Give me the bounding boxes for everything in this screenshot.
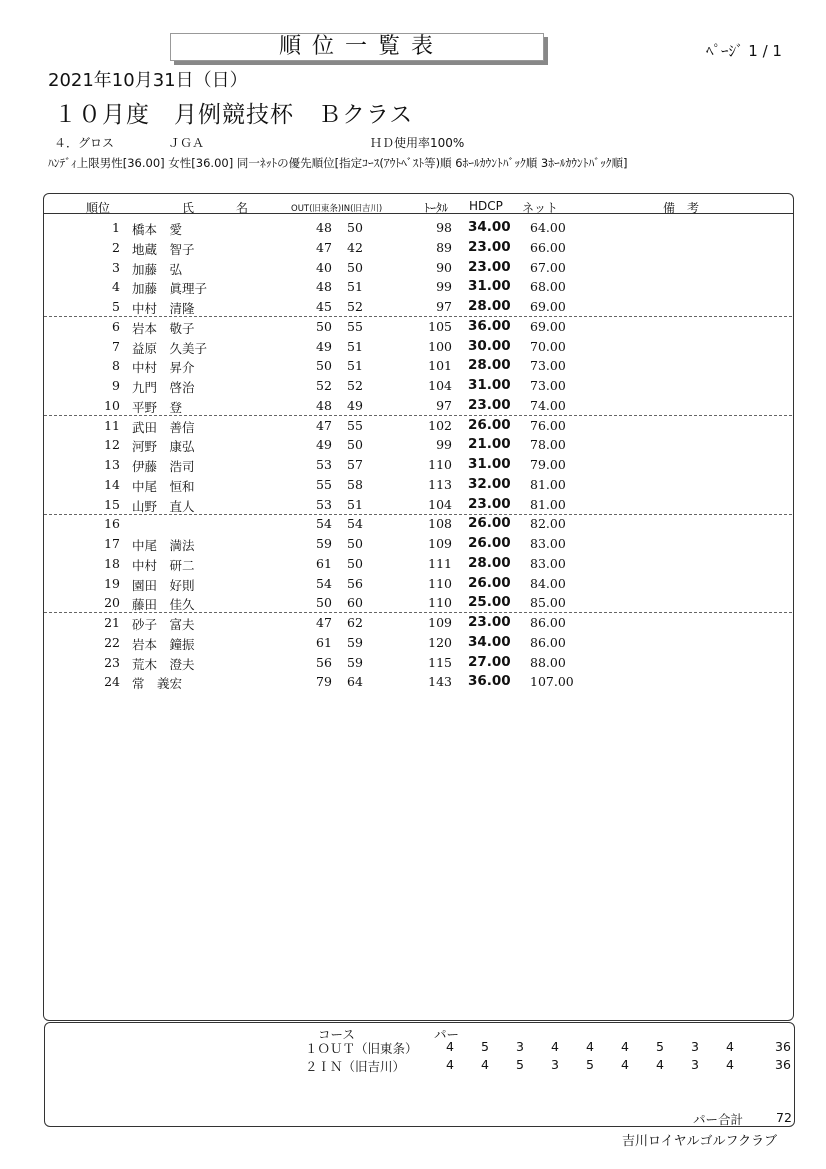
table-row [44, 612, 792, 632]
rank-cell: 24 [104, 674, 120, 690]
table-row [44, 652, 792, 672]
table-row [44, 573, 792, 593]
net-cell: 69.00 [530, 318, 566, 334]
table-row [44, 533, 792, 553]
name-cell: 中村 清隆 [132, 301, 195, 316]
in-score-cell: 51 [347, 279, 363, 295]
rank-cell: 2 [112, 239, 120, 255]
page-title: 順 位 一 覧 表 [170, 33, 544, 61]
name-cell: 九門 啓治 [132, 380, 195, 395]
in-score-cell: 50 [347, 555, 363, 571]
net-cell: 86.00 [530, 615, 566, 630]
net-cell: 64.00 [530, 220, 566, 235]
total-cell: 102 [428, 417, 452, 433]
name-cell: 岩本 敬子 [132, 320, 195, 336]
net-cell: 85.00 [530, 595, 566, 611]
total-cell: 98 [436, 220, 452, 235]
in-score-cell: 57 [347, 457, 363, 472]
rank-cell: 16 [104, 516, 120, 532]
col-remarks: 備 考 [663, 201, 700, 215]
rank-cell: 13 [104, 457, 120, 472]
rank-cell: 9 [112, 378, 120, 393]
rank-cell: 19 [104, 575, 120, 591]
name-cell: 岩本 鐘振 [132, 636, 195, 652]
hdcp-cell: 27.00 [468, 653, 511, 670]
hdcp-cell: 30.00 [468, 337, 511, 354]
total-cell: 97 [436, 397, 452, 413]
total-cell: 110 [428, 595, 452, 611]
hdcp-cell: 23.00 [468, 614, 511, 630]
table-row [44, 513, 792, 533]
rank-cell: 15 [104, 496, 120, 512]
col-total: ﾄｰﾀﾙ [424, 201, 449, 215]
net-cell: 83.00 [530, 536, 566, 551]
in-score-cell: 52 [347, 299, 363, 314]
par-course-label: コース [318, 1027, 355, 1042]
total-cell: 89 [436, 239, 452, 255]
out-score-cell: 47 [316, 615, 332, 630]
name-cell: 藤田 佳久 [132, 597, 195, 613]
header-divider [44, 213, 793, 214]
out-score-cell: 49 [316, 338, 332, 354]
out-score-cell: 61 [316, 634, 332, 650]
par-total-label: パー合計 [693, 1112, 744, 1127]
out-score-cell: 54 [316, 575, 332, 591]
net-cell: 107.00 [530, 674, 574, 690]
total-cell: 99 [436, 279, 452, 295]
in-score-cell: 50 [347, 536, 363, 551]
out-score-cell: 49 [316, 437, 332, 453]
name-cell: 山野 直人 [132, 498, 195, 514]
in-score-cell: 55 [347, 417, 363, 433]
table-row [44, 632, 792, 652]
name-cell: 加藤 弘 [132, 261, 183, 277]
total-cell: 90 [436, 259, 452, 275]
table-row [44, 395, 792, 416]
net-cell: 73.00 [530, 358, 566, 374]
association: ＪＧＡ [168, 136, 205, 150]
name-cell: 中尾 恒和 [132, 478, 195, 494]
hdcp-cell: 26.00 [468, 416, 511, 433]
out-score-cell: 50 [316, 358, 332, 374]
net-cell: 68.00 [530, 279, 566, 295]
in-score-cell: 58 [347, 476, 363, 492]
total-cell: 143 [428, 674, 452, 690]
total-cell: 120 [428, 634, 452, 650]
rank-cell: 12 [104, 437, 120, 453]
par-hole-value: 4 [726, 1039, 734, 1054]
par-hole-value: 4 [481, 1057, 489, 1072]
out-score-cell: 53 [316, 457, 332, 472]
rank-cell: 5 [112, 299, 120, 314]
table-row [44, 257, 792, 277]
table-row [44, 553, 792, 573]
net-cell: 73.00 [530, 378, 566, 393]
out-score-cell: 56 [316, 654, 332, 670]
par-hole-value: 4 [551, 1039, 559, 1054]
in-score-cell: 64 [347, 674, 363, 690]
hdcp-cell: 36.00 [468, 317, 511, 334]
in-score-cell: 52 [347, 378, 363, 393]
total-cell: 109 [428, 536, 452, 551]
par-hole-value: 4 [446, 1039, 454, 1054]
hdcp-cell: 25.00 [468, 594, 511, 611]
par-hole-value: 3 [691, 1039, 699, 1054]
hdcp-cell: 34.00 [468, 633, 511, 650]
in-score-cell: 62 [347, 615, 363, 630]
out-score-cell: 50 [316, 595, 332, 611]
table-row [44, 355, 792, 375]
out-score-cell: 54 [316, 516, 332, 532]
out-score-cell: 59 [316, 536, 332, 551]
in-score-cell: 51 [347, 496, 363, 512]
hdcp-cell: 31.00 [468, 278, 511, 295]
table-row [44, 375, 792, 395]
hdcp-cell: 23.00 [468, 396, 511, 413]
out-score-cell: 79 [316, 674, 332, 690]
event-title: １０月度 月例競技杯 Ｂクラス [54, 102, 414, 128]
rank-cell: 7 [112, 338, 120, 354]
total-cell: 113 [428, 476, 452, 492]
par-hole-value: 4 [621, 1039, 629, 1054]
col-hdcp: HDCP [469, 199, 503, 213]
par-hole-value: 3 [691, 1057, 699, 1072]
name-cell: 平野 登 [132, 399, 183, 415]
hdcp-cell: 21.00 [468, 436, 511, 453]
table-row [44, 474, 792, 494]
out-score-cell: 61 [316, 555, 332, 571]
par-total-value: 72 [776, 1110, 792, 1125]
in-score-cell: 51 [347, 358, 363, 374]
par-hole-value: 3 [516, 1039, 524, 1054]
out-score-cell: 50 [316, 318, 332, 334]
hdcp-cell: 36.00 [468, 673, 511, 690]
in-score-cell: 55 [347, 318, 363, 334]
table-row [44, 336, 792, 356]
net-cell: 79.00 [530, 457, 566, 472]
par-hole-value: 4 [656, 1057, 664, 1072]
table-row [44, 237, 792, 257]
table-row [44, 592, 792, 613]
par-hole-value: 4 [726, 1057, 734, 1072]
out-score-cell: 47 [316, 417, 332, 433]
net-cell: 81.00 [530, 476, 566, 492]
par-course-total: 36 [775, 1039, 791, 1054]
hdcp-cell: 23.00 [468, 495, 511, 512]
hdcp-cell: 31.00 [468, 377, 511, 393]
col-name-given: 名 [236, 201, 249, 215]
net-cell: 70.00 [530, 338, 566, 354]
in-score-cell: 56 [347, 575, 363, 591]
total-cell: 109 [428, 615, 452, 630]
in-score-cell: 60 [347, 595, 363, 611]
out-score-cell: 47 [316, 239, 332, 255]
rank-cell: 10 [104, 397, 120, 413]
rank-cell: 17 [104, 536, 120, 551]
rank-cell: 21 [104, 615, 120, 630]
in-score-cell: 50 [347, 259, 363, 275]
in-score-cell: 42 [347, 239, 363, 255]
hdcp-cell: 26.00 [468, 515, 511, 532]
name-cell: 砂子 富夫 [132, 617, 195, 632]
par-course-name: ２ＩＮ（旧吉川） [305, 1059, 406, 1074]
total-cell: 110 [428, 575, 452, 591]
par-hole-value: 3 [551, 1057, 559, 1072]
in-score-cell: 50 [347, 220, 363, 235]
rank-cell: 22 [104, 634, 120, 650]
name-cell: 地蔵 智子 [132, 241, 195, 257]
out-score-cell: 48 [316, 279, 332, 295]
par-label: パー [434, 1027, 460, 1042]
net-cell: 78.00 [530, 437, 566, 453]
table-row [44, 434, 792, 454]
name-cell: 河野 康弘 [132, 439, 195, 455]
total-cell: 104 [428, 378, 452, 393]
par-hole-value: 5 [516, 1057, 524, 1072]
hdcp-cell: 26.00 [468, 574, 511, 591]
table-row [44, 454, 792, 474]
par-hole-value: 4 [446, 1057, 454, 1072]
net-cell: 86.00 [530, 634, 566, 650]
rank-cell: 6 [112, 318, 120, 334]
net-cell: 82.00 [530, 516, 566, 532]
name-cell: 園田 好則 [132, 577, 195, 593]
hd-rate: ＨＤ使用率100% [370, 136, 465, 150]
net-cell: 84.00 [530, 575, 566, 591]
net-cell: 81.00 [530, 496, 566, 512]
out-score-cell: 53 [316, 496, 332, 512]
name-cell: 中村 昇介 [132, 360, 195, 376]
rank-cell: 23 [104, 654, 120, 670]
hdcp-cell: 26.00 [468, 535, 511, 551]
name-cell: 中尾 満法 [132, 538, 195, 553]
out-score-cell: 48 [316, 397, 332, 413]
par-hole-value: 5 [656, 1039, 664, 1054]
rank-cell: 3 [112, 259, 120, 275]
in-score-cell: 54 [347, 516, 363, 532]
par-hole-value: 5 [481, 1039, 489, 1054]
table-row [44, 316, 792, 336]
out-score-cell: 52 [316, 378, 332, 393]
par-hole-value: 4 [621, 1057, 629, 1072]
name-cell: 常 義宏 [132, 676, 183, 692]
out-score-cell: 48 [316, 220, 332, 235]
hdcp-cell: 23.00 [468, 238, 511, 255]
name-cell: 荒木 澄夫 [132, 656, 195, 672]
name-cell: 橋本 愛 [132, 222, 183, 237]
in-score-cell: 49 [347, 397, 363, 413]
total-cell: 100 [428, 338, 452, 354]
rank-cell: 20 [104, 595, 120, 611]
table-row [44, 217, 792, 237]
total-cell: 99 [436, 437, 452, 453]
rank-cell: 4 [112, 279, 120, 295]
hdcp-cell: 28.00 [468, 554, 511, 571]
total-cell: 101 [428, 358, 452, 374]
scoring-method: ４．グロス [54, 136, 115, 150]
col-name-family: 氏 [182, 201, 195, 215]
rank-cell: 14 [104, 476, 120, 492]
rank-cell: 1 [112, 220, 120, 235]
table-row [44, 296, 792, 317]
in-score-cell: 51 [347, 338, 363, 354]
total-cell: 111 [428, 555, 452, 571]
table-row [44, 671, 792, 691]
col-rank: 順位 [86, 201, 111, 215]
net-cell: 76.00 [530, 417, 566, 433]
par-hole-value: 4 [586, 1039, 594, 1054]
in-score-cell: 59 [347, 634, 363, 650]
total-cell: 115 [428, 654, 452, 670]
net-cell: 83.00 [530, 555, 566, 571]
in-score-cell: 50 [347, 437, 363, 453]
rank-cell: 18 [104, 555, 120, 571]
total-cell: 110 [428, 457, 452, 472]
rank-cell: 8 [112, 358, 120, 374]
par-hole-value: 5 [586, 1057, 594, 1072]
table-row [44, 276, 792, 296]
net-cell: 88.00 [530, 654, 566, 670]
name-cell: 加藤 眞理子 [132, 281, 208, 297]
total-cell: 97 [436, 299, 452, 314]
name-cell: 武田 善信 [132, 419, 195, 435]
table-row [44, 494, 792, 515]
par-course-total: 36 [775, 1057, 791, 1072]
name-cell: 伊藤 浩司 [132, 459, 195, 474]
tiebreak-rule: ﾊﾝﾃﾞｨ上限男性[36.00] 女性[36.00] 同一ﾈｯﾄの優先順位[指定ｺｰｽ(ｱｳﾄﾍﾞｽﾄ等)順 6ﾎｰﾙｶｳﾝﾄﾊﾞｯｸ順 3ﾎｰﾙｶｳﾝﾄﾊﾞｯｸ順] [48, 156, 628, 170]
col-net: ネット [522, 201, 559, 215]
total-cell: 104 [428, 496, 452, 512]
net-cell: 74.00 [530, 397, 566, 413]
in-score-cell: 59 [347, 654, 363, 670]
event-date: 2021年10月31日（日） [48, 70, 248, 91]
hdcp-cell: 28.00 [468, 298, 511, 314]
out-score-cell: 45 [316, 299, 332, 314]
hdcp-cell: 31.00 [468, 456, 511, 472]
club-name: 吉川ロイヤルゴルフクラブ [622, 1134, 778, 1149]
hdcp-cell: 28.00 [468, 357, 511, 374]
out-score-cell: 55 [316, 476, 332, 492]
out-score-cell: 40 [316, 259, 332, 275]
net-cell: 66.00 [530, 239, 566, 255]
hdcp-cell: 23.00 [468, 258, 511, 275]
hdcp-cell: 34.00 [468, 219, 511, 235]
table-row [44, 415, 792, 435]
rank-cell: 11 [104, 417, 120, 433]
par-course-name: １ＯＵＴ（旧東条） [305, 1041, 418, 1056]
net-cell: 69.00 [530, 299, 566, 314]
col-out-in: OUT(旧東条)IN(旧吉川) [291, 204, 383, 214]
name-cell: 中村 研二 [132, 557, 195, 573]
net-cell: 67.00 [530, 259, 566, 275]
page-number: ﾍﾟｰｼﾞ 1 / 1 [706, 42, 782, 60]
par-table [44, 1022, 795, 1127]
total-cell: 105 [428, 318, 452, 334]
hdcp-cell: 32.00 [468, 475, 511, 492]
name-cell: 益原 久美子 [132, 340, 208, 356]
total-cell: 108 [428, 516, 452, 532]
